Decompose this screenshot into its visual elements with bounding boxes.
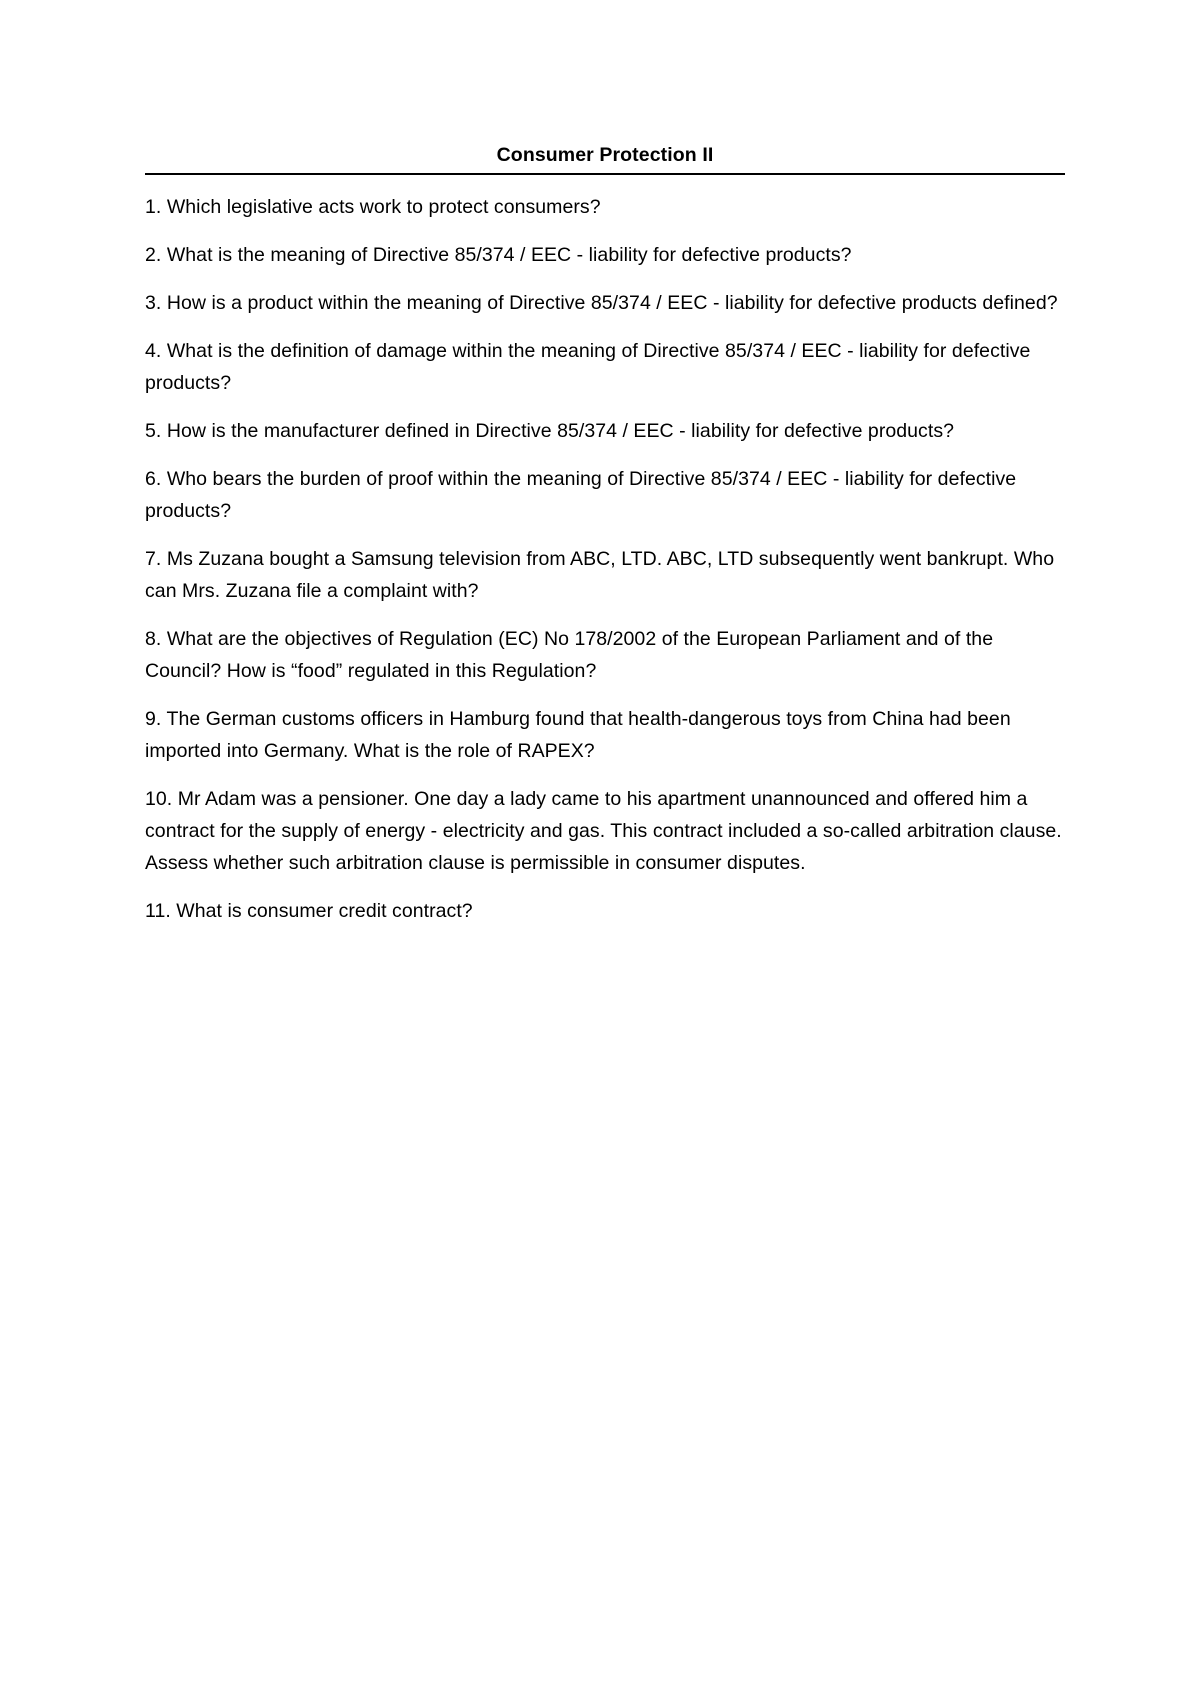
question-item: 6. Who bears the burden of proof within the meaning of Directive 85/374 / EEC - liability for defective products? xyxy=(145,468,1017,522)
document-title: Consumer Protection II xyxy=(145,140,1065,175)
question-item: 3. How is a product within the meaning of Directive 85/374 / EEC - liability for defective products defined? xyxy=(145,292,1058,314)
question-item: 2. What is the meaning of Directive 85/374 / EEC - liability for defective products? xyxy=(145,244,852,266)
question-item: 1. Which legislative acts work to protect consumers? xyxy=(145,196,601,218)
question-item: 4. What is the definition of damage within the meaning of Directive 85/374 / EEC - liability for defective products? xyxy=(145,340,1031,394)
question-item: 8. What are the objectives of Regulation (EC) No 178/2002 of the European Parliament and of the Council? How is “food” regulated in this Regulation? xyxy=(145,628,994,682)
document-page xyxy=(145,140,1065,943)
question-item: 5. How is the manufacturer defined in Directive 85/374 / EEC - liability for defective products? xyxy=(145,420,955,442)
question-item: 9. The German customs officers in Hamburg found that health-dangerous toys from China had been imported into Germany. What is the role of RAPEX? xyxy=(145,708,1011,762)
question-item: 10. Mr Adam was a pensioner. One day a lady came to his apartment unannounced and offered him a contract for the supply of energy - electricity and gas. This contract included a so-called arbitration clause. Assess whether such arbitration clause is permissible in consumer disputes. xyxy=(145,788,1062,874)
question-list xyxy=(145,191,1065,927)
question-item: 11. What is consumer credit contract? xyxy=(145,900,473,922)
question-item: 7. Ms Zuzana bought a Samsung television from ABC, LTD. ABC, LTD subsequently went bankrupt. Who can Mrs. Zuzana file a complaint with? xyxy=(145,548,1055,602)
